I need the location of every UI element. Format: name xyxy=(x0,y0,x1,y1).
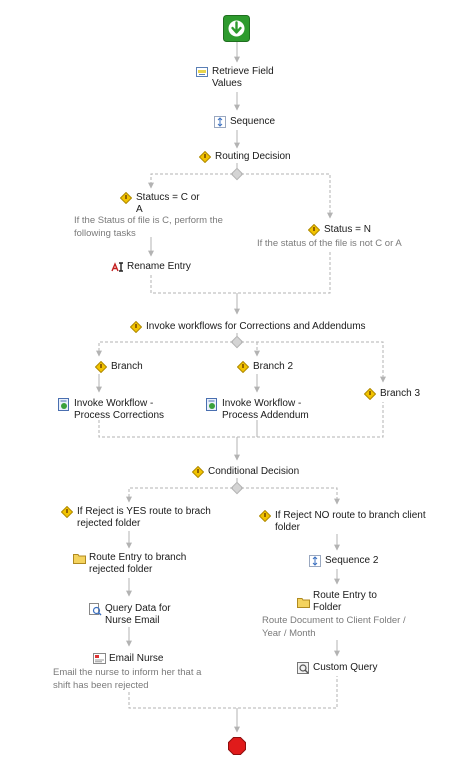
invoke-workflow-icon xyxy=(58,398,70,410)
query-icon xyxy=(297,662,309,674)
node-label: Email Nurse xyxy=(109,653,164,664)
node-sequence[interactable] xyxy=(214,116,275,128)
retrieve-fields-icon xyxy=(196,66,208,78)
node-label: Branch xyxy=(111,361,143,372)
node-description: If the Status of file is C, perform the following tasks xyxy=(74,215,223,239)
decision-diamond-icon xyxy=(364,388,376,400)
node-description: Email the nurse to inform her that a shift has been rejected xyxy=(53,667,202,691)
node-invoke-workflows-decision[interactable] xyxy=(130,321,366,333)
start-arrow-icon xyxy=(223,34,250,45)
decision-diamond-icon xyxy=(308,224,320,236)
node-label: Route Entry to branch rejected folder xyxy=(89,552,187,575)
node-label: Retrieve Field Values xyxy=(212,66,274,89)
node-rename-entry[interactable] xyxy=(111,261,191,273)
node-branch-status-ca[interactable] xyxy=(120,192,200,216)
node-description: Route Document to Client Folder / Year / Month xyxy=(262,615,406,639)
decision-diamond-icon xyxy=(237,361,249,373)
sequence-icon xyxy=(214,116,226,128)
invoke-workflow-icon xyxy=(206,398,218,410)
node-label: Sequence xyxy=(230,116,276,127)
node-label: Statucs = C or A xyxy=(136,192,200,215)
node-invoke-process-corrections[interactable] xyxy=(58,398,164,422)
decision-diamond-icon xyxy=(259,510,271,522)
node-invoke-process-addendum[interactable] xyxy=(206,398,309,422)
start-node[interactable] xyxy=(223,15,250,42)
node-label: Status = N xyxy=(324,224,371,235)
sequence-icon xyxy=(309,555,321,567)
node-label: Routing Decision xyxy=(215,151,291,162)
decision-diamond-icon xyxy=(120,192,132,204)
email-icon xyxy=(93,653,105,665)
node-custom-query[interactable] xyxy=(297,662,377,674)
node-label: Branch 3 xyxy=(380,388,421,399)
node-label: Invoke workflows for Corrections and Addendums xyxy=(146,321,366,332)
node-branch-status-n[interactable] xyxy=(308,224,371,236)
node-label: Rename Entry xyxy=(127,261,191,272)
node-label: If Reject NO route to branch client folder xyxy=(275,510,426,533)
node-label: Branch 2 xyxy=(253,361,294,372)
folder-icon xyxy=(73,552,85,564)
node-branch-3[interactable] xyxy=(364,388,420,400)
node-branch-1[interactable] xyxy=(95,361,143,373)
node-label: Route Entry to Folder xyxy=(313,590,377,613)
node-label: Invoke Workflow - Process Corrections xyxy=(74,398,165,421)
folder-icon xyxy=(297,596,309,608)
node-branch-reject-no[interactable] xyxy=(259,510,426,534)
decision-diamond-icon xyxy=(192,466,204,478)
node-sequence-2[interactable] xyxy=(309,555,378,567)
node-route-entry-folder[interactable] xyxy=(297,590,377,614)
node-query-nurse-email[interactable] xyxy=(89,603,171,627)
node-label: Query Data for Nurse Email xyxy=(105,603,171,626)
rename-icon xyxy=(111,261,123,273)
node-email-nurse[interactable] xyxy=(93,653,163,665)
node-retrieve-field-values[interactable] xyxy=(196,66,274,90)
decision-diamond-icon xyxy=(130,321,142,333)
node-label: Conditional Decision xyxy=(208,466,300,477)
node-label: If Reject is YES route to brach rejected folder xyxy=(77,506,211,529)
node-label: Invoke Workflow - Process Addendum xyxy=(222,398,309,421)
end-node[interactable] xyxy=(228,737,246,755)
node-branch-2[interactable] xyxy=(237,361,293,373)
decision-diamond-icon xyxy=(199,151,211,163)
node-label: Sequence 2 xyxy=(325,555,379,566)
node-description: If the status of the file is not C or A xyxy=(257,238,402,249)
node-label: Custom Query xyxy=(313,662,378,673)
node-route-entry-rejected[interactable] xyxy=(73,552,186,576)
node-routing-decision[interactable] xyxy=(199,151,291,163)
stop-icon xyxy=(228,747,246,758)
query-icon xyxy=(89,603,101,615)
decision-diamond-icon xyxy=(95,361,107,373)
decision-diamond-icon xyxy=(61,506,73,518)
node-conditional-decision[interactable] xyxy=(192,466,299,478)
node-branch-reject-yes[interactable] xyxy=(61,506,211,530)
